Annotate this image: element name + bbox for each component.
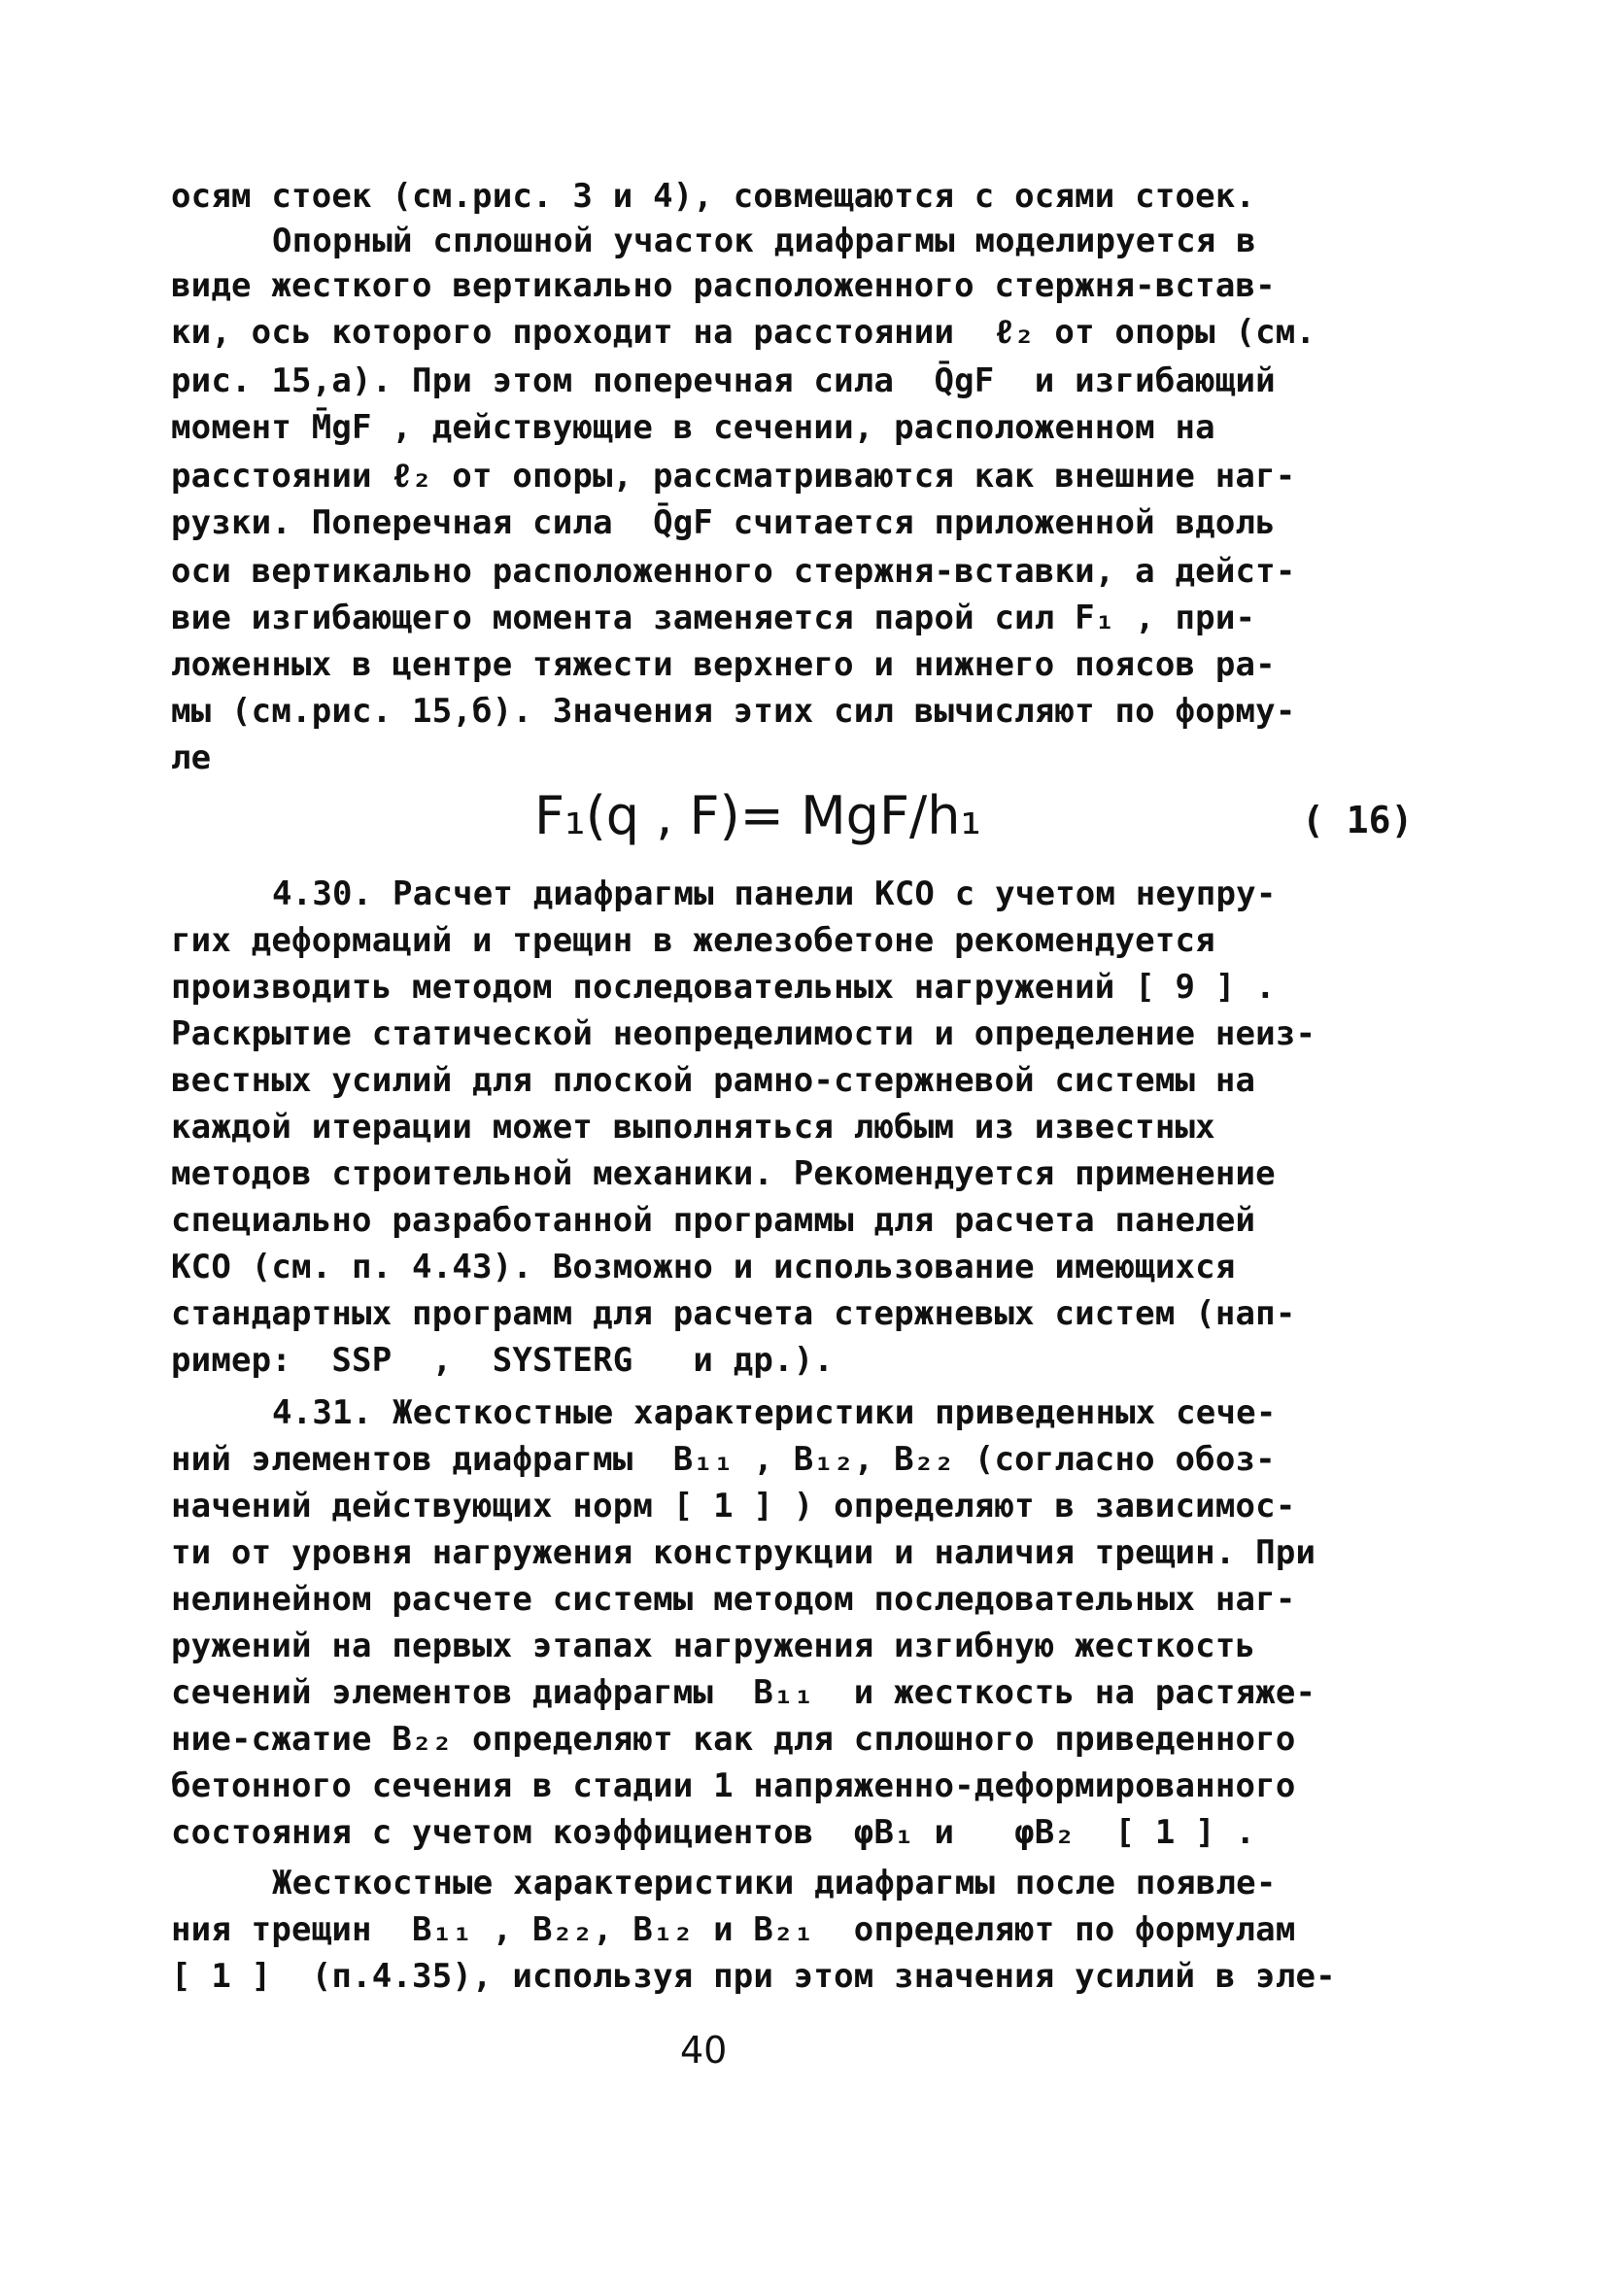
text-line: КСО (см. п. 4.43). Возможно и использование имеющихся — [171, 1248, 1236, 1286]
text-line: осям стоек (см.рис. 3 и 4), совмещаются с осями стоек. — [171, 177, 1256, 216]
text-line: стандартных программ для расчета стержневых систем (нап- — [171, 1294, 1296, 1333]
text-line: [ 1 ] (п.4.35), используя при этом значения усилий в эле- — [171, 1957, 1336, 1996]
text-line: виде жесткого вертикально расположенного стержня-встав- — [171, 266, 1276, 305]
text-line: расстоянии ℓ₂ от опоры, рассматриваются как внешние наг- — [171, 457, 1296, 496]
text-line: ле — [171, 738, 212, 777]
text-line: бетонного сечения в стадии 1 напряженно-деформированного — [171, 1766, 1296, 1805]
text-line: вие изгибающего момента заменяется парой сил F₁ , при- — [171, 599, 1256, 637]
text-line: специально разработанной программы для расчета панелей — [171, 1201, 1256, 1240]
text-line: Раскрытие статической неопределимости и определение неиз- — [171, 1014, 1316, 1053]
text-line: оси вертикально расположенного стержня-вставки, а дейст- — [171, 552, 1296, 591]
text-line: рузки. Поперечная сила Q̄gF считается приложенной вдоль — [171, 503, 1276, 542]
text-line: ти от уровня нагружения конструкции и наличия трещин. При — [171, 1533, 1316, 1572]
text-line: ружений на первых этапах нагружения изгибную жесткость — [171, 1627, 1256, 1665]
text-line: методов строительной механики. Рекомендуется применение — [171, 1154, 1276, 1193]
text-line: момент M̄gF , действующие в сечении, расположенном на — [171, 408, 1215, 447]
text-line: рис. 15,а). При этом поперечная сила Q̄gF и изгибающий — [171, 361, 1276, 400]
text-line: ний элементов диафрагмы B₁₁ , B₁₂, B₂₂ (согласно обоз- — [171, 1440, 1276, 1479]
text-line: нелинейном расчете системы методом последовательных наг- — [171, 1580, 1296, 1619]
text-line: каждой итерации может выполняться любым из известных — [171, 1108, 1215, 1147]
text-line: мы (см.рис. 15,б). Значения этих сил вычисляют по форму- — [171, 692, 1296, 731]
formula-16: F₁(q , F)= MgF/h₁ — [534, 785, 982, 846]
text-line: ния трещин B₁₁ , B₂₂, B₁₂ и B₂₁ определяют по формулам — [171, 1910, 1296, 1949]
text-line: гих деформаций и трещин в железобетоне рекомендуется — [171, 921, 1215, 960]
text-line: ример: SSP , SYSTERG и др.). — [171, 1341, 835, 1380]
text-line: состояния с учетом коэффициентов φB₁ и φB₂ [ 1 ] . — [171, 1813, 1256, 1852]
text-line: ложенных в центре тяжести верхнего и нижнего поясов ра- — [171, 645, 1276, 684]
text-line: Опорный сплошной участок диафрагмы моделируется в — [272, 222, 1256, 260]
text-line: вестных усилий для плоской рамно-стержневой системы на — [171, 1061, 1256, 1100]
text-line: начений действующих норм [ 1 ] ) определяют в зависимос- — [171, 1487, 1296, 1525]
text-line: сечений элементов диафрагмы B₁₁ и жесткость на растяже- — [171, 1673, 1316, 1712]
text-line: 4.30. Расчет диафрагмы панели КСО с учетом неупру- — [272, 874, 1277, 913]
equation-number: ( 16) — [1302, 799, 1414, 841]
text-line: 4.31. Жесткостные характеристики приведенных сече- — [272, 1393, 1277, 1432]
text-line: производить методом последовательных нагружений [ 9 ] . — [171, 968, 1276, 1007]
page-number: 40 — [680, 2029, 728, 2072]
text-line: ки, ось которого проходит на расстоянии ℓ₂ от опоры (см. — [171, 313, 1316, 352]
text-line: Жесткостные характеристики диафрагмы после появле- — [272, 1864, 1277, 1902]
text-line: ние-сжатие B₂₂ определяют как для сплошного приведенного — [171, 1720, 1296, 1759]
